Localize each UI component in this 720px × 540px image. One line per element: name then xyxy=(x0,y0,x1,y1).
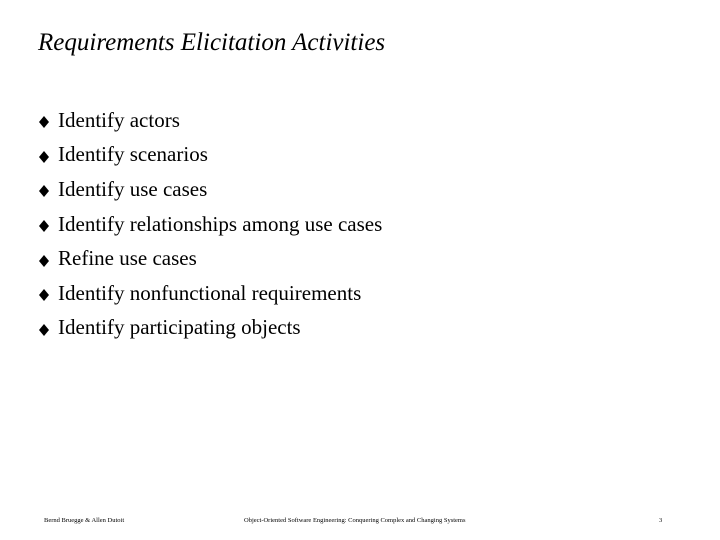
bullet-text: Refine use cases xyxy=(58,246,197,271)
bullet-text: Identify use cases xyxy=(58,176,208,201)
bullet-text: Identify relationships among use cases xyxy=(58,211,383,236)
bullet-list xyxy=(36,103,382,345)
diamond-bullet-icon xyxy=(36,114,52,130)
footer-book-title: Object-Oriented Software Engineering: Conquering Complex and Changing Systems xyxy=(244,517,466,524)
slide-title: Requirements Elicitation Activities xyxy=(38,29,386,56)
bullet-text: Identify scenarios xyxy=(58,142,208,167)
diamond-bullet-icon xyxy=(36,218,52,234)
diamond-bullet-icon xyxy=(36,287,52,303)
diamond-bullet-icon xyxy=(36,253,52,269)
list-item xyxy=(36,241,382,276)
list-item xyxy=(36,276,382,311)
bullet-text: Identify nonfunctional requirements xyxy=(58,280,362,305)
bullet-text: Identify participating objects xyxy=(58,315,301,340)
diamond-bullet-icon xyxy=(36,183,52,199)
list-item xyxy=(36,207,382,242)
bullet-text: Identify actors xyxy=(58,107,180,132)
footer-page-number: 3 xyxy=(659,517,663,524)
list-item xyxy=(36,138,382,173)
list-item xyxy=(36,311,382,346)
diamond-bullet-icon xyxy=(36,149,52,165)
list-item xyxy=(36,172,382,207)
diamond-bullet-icon xyxy=(36,322,52,338)
footer-authors: Bernd Bruegge & Allen Dutoit xyxy=(44,517,125,524)
list-item xyxy=(36,103,382,138)
